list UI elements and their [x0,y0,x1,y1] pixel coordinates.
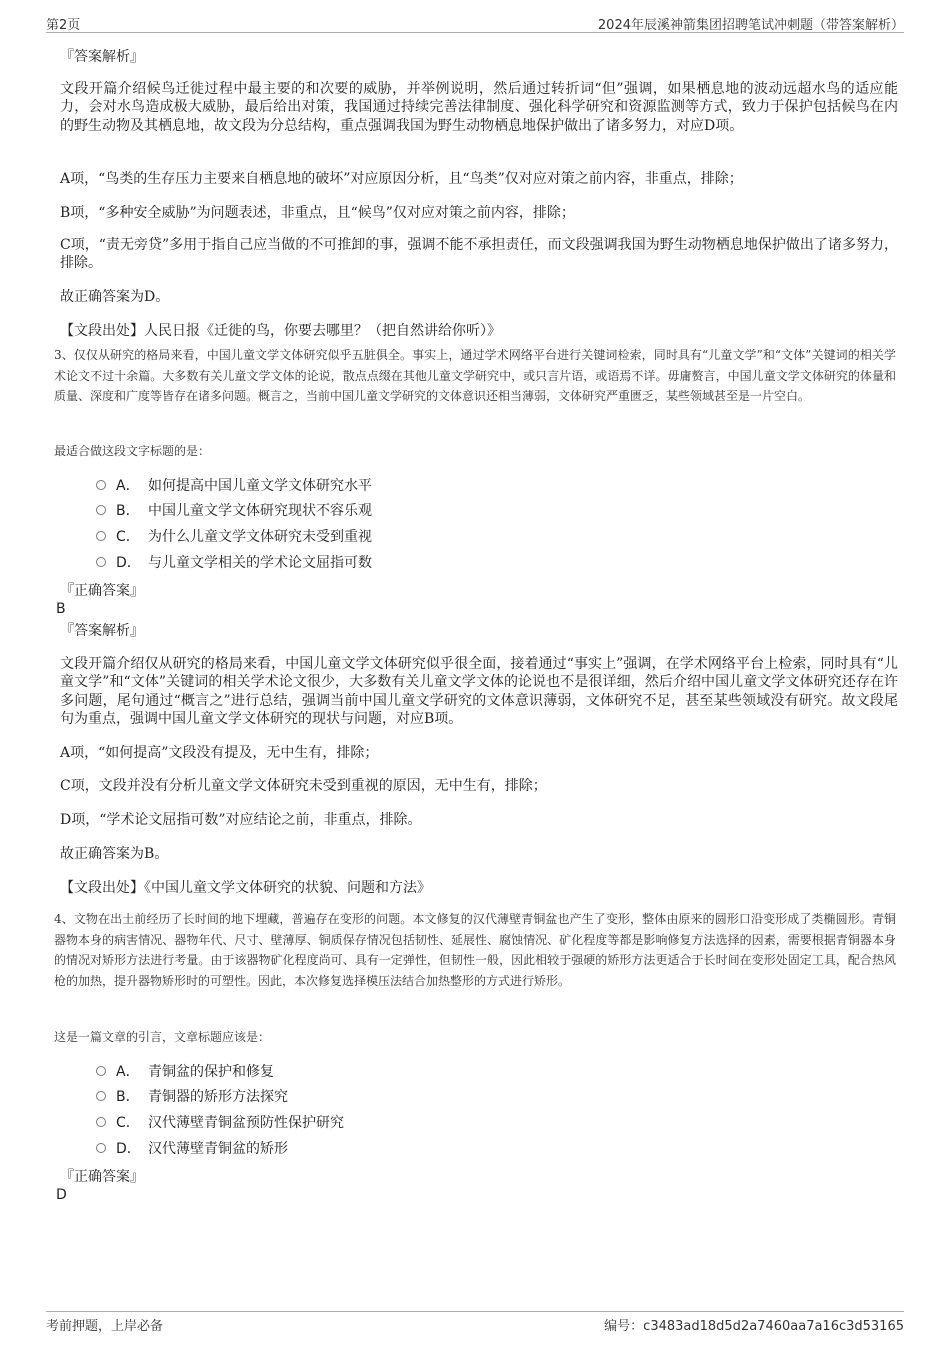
q3-option-c[interactable] [96,525,372,547]
q3-answer-heading: 『正确答案』 [60,583,144,599]
q3-option-b[interactable] [96,499,372,521]
q3-conclusion: 故正确答案为B。 [60,846,169,862]
q3-option-c-analysis: C项，文段并没有分析儿童文学文体研究未受到重视的原因，无中生有，排除； [60,778,547,794]
q4-prompt: 这是一篇文章的引言，文章标题应该是： [54,1030,271,1044]
q4-answer-heading: 『正确答案』 [60,1169,144,1185]
footer-slogan: 考前押题，上岸必备 [46,1319,164,1334]
q2-conclusion: 故正确答案为D。 [60,289,170,305]
page-number: 第2页 [46,18,81,33]
option-label: A． [116,478,140,494]
option-text: 汉代薄壁青铜盆预防性保护研究 [148,1115,344,1131]
option-label: C． [116,1115,140,1131]
q3-option-a[interactable] [96,474,372,496]
option-label: B． [116,503,140,519]
q3-option-a-analysis: A项，“如何提高”文段没有提及，无中生有，排除； [60,745,379,761]
option-label: A． [116,1064,140,1080]
radio-icon[interactable] [96,1117,106,1127]
q4-option-c[interactable] [96,1111,344,1133]
q2-analysis-heading: 『答案解析』 [60,49,144,65]
option-text: 汉代薄壁青铜盆的矫形 [148,1141,288,1157]
page-footer [46,1311,904,1334]
q3-stem: 3、仅仅从研究的格局来看，中国儿童文学文体研究似乎五脏俱全。事实上，通过学术网络平台进行关键词检索，同时具有“儿童文学”和“文体”关键词的相关学术论文不过十余篇。大多数有关儿童文学文体的论说，散点点缀在其他儿童文学研究中，或只言片语，或语焉不详。毋庸赘言，中国儿童文学文体研究的体量和质量、深度和广度等皆存在诸多问题。概言之，当前中国儿童文学研究的文体意识还相当薄弱，文体研究严重匮乏，某些领域甚至是一片空白。 [54,348,896,403]
q3-answer: B [56,601,66,617]
q2-source: 【文段出处】人民日报《迁徙的鸟，你要去哪里？（把自然讲给你听）》 [60,323,501,339]
option-text: 如何提高中国儿童文学文体研究水平 [148,478,372,494]
radio-icon[interactable] [96,1066,106,1076]
option-text: 与儿童文学相关的学术论文屈指可数 [148,555,372,571]
option-text: 青铜盆的保护和修复 [148,1064,274,1080]
q3-analysis-heading: 『答案解析』 [60,623,144,639]
q2-option-b-analysis: B项，“多种安全威胁”为问题表述，非重点，且“候鸟”仅对应对策之前内容，排除； [60,205,575,221]
q4-option-d[interactable] [96,1137,288,1159]
document-id: 编号：c3483ad18d5d2a7460aa7a16c3d53165 [604,1319,904,1334]
radio-icon[interactable] [96,1143,106,1153]
q4-stem: 4、文物在出土前经历了长时间的地下埋藏，普遍存在变形的问题。本文修复的汉代薄壁青铜盆也产生了变形，整体由原来的圆形口沿变形成了类椭圆形。青铜器物本身的病害情况、器物年代、尺寸、壁薄厚、铜质保存情况包括韧性、延展性、腐蚀情况、矿化程度等都是影响修复方法选择的因素，需要根据青铜器本身的情况对矫形方法进行考量。由于该器物矿化程度尚可、具有一定弹性，但韧性一般，因此相较于强硬的矫形方法更适合于长时间在变形处固定工具，配合热风枪的加热，提升器物矫形时的可塑性。因此，本次修复选择模压法结合加热整形的方式进行矫形。 [54,912,896,988]
q3-analysis-body: 文段开篇介绍仅从研究的格局来看，中国儿童文学文体研究似乎很全面，接着通过“事实上”强调，在学术网络平台上检索，同时具有“儿童文学”和“文体”关键词的相关学术论文很少，大多数有关儿童文学文体的论说也不是很详细，然后介绍中国儿童文学文体研究还存在许多问题，尾句通过“概言之”进行总结，强调当前中国儿童文学研究的文体意识薄弱，文体研究不足，甚至某些领域没有研究。故文段尾句为重点，强调中国儿童文学文体研究的现状与问题，对应B项。 [60,656,898,728]
radio-icon[interactable] [96,531,106,541]
q3-prompt: 最适合做这段文字标题的是： [54,444,211,458]
option-label: D． [116,555,141,571]
radio-icon[interactable] [96,557,106,567]
radio-icon[interactable] [96,505,106,515]
option-text: 为什么儿童文学文体研究未受到重视 [148,529,372,545]
q2-analysis-body: 文段开篇介绍候鸟迁徙过程中最主要的和次要的威胁，并举例说明，然后通过转折词“但”强调，如果栖息地的波动远超水鸟的适应能力，会对水鸟造成极大威胁，最后给出对策，我国通过持续完善法律制度、强化科学研究和资源监测等方式，致力于保护包括候鸟在内的野生动物及其栖息地，故文段为分总结构，重点强调我国为野生动物栖息地保护做出了诸多努力，对应D项。 [60,81,898,134]
q2-option-a-analysis: A项，“鸟类的生存压力主要来自栖息地的破坏”对应原因分析，且“鸟类”仅对应对策之前内容，非重点，排除； [60,171,743,187]
option-label: D． [116,1141,141,1157]
q4-option-b[interactable] [96,1085,288,1107]
option-label: C． [116,529,140,545]
q2-option-c-analysis: C项，“责无旁贷”多用于指自己应当做的不可推卸的事，强调不能不承担责任，而文段强调我国为野生动物栖息地保护做出了诸多努力，排除。 [60,237,898,272]
document-title: 2024年辰溪神箭集团招聘笔试冲刺题（带答案解析） [597,18,904,33]
q4-option-a[interactable] [96,1060,274,1082]
option-text: 青铜器的矫形方法探究 [148,1089,288,1105]
radio-icon[interactable] [96,1091,106,1101]
option-label: B． [116,1089,140,1105]
radio-icon[interactable] [96,480,106,490]
q3-option-d[interactable] [96,551,372,573]
option-text: 中国儿童文学文体研究现状不容乐观 [148,503,372,519]
q4-answer: D [56,1187,67,1203]
q3-source: 【文段出处】《中国儿童文学文体研究的状貌、问题和方法》 [60,880,431,896]
q3-option-d-analysis: D项，“学术论文屈指可数”对应结论之前，非重点，排除。 [60,812,422,828]
page-header [46,12,904,33]
